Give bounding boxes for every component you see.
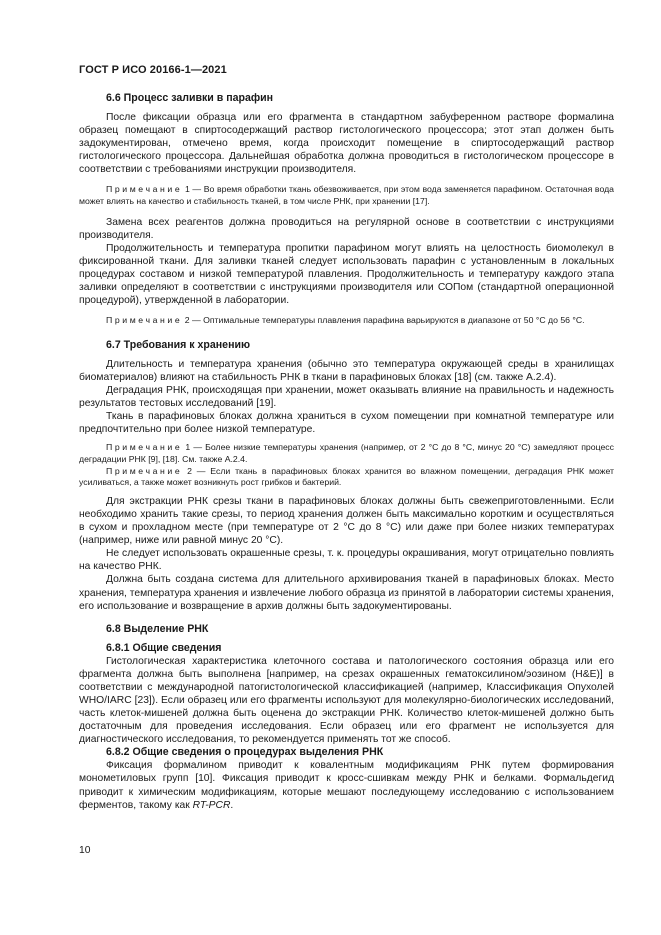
- paragraph: Длительность и температура хранения (обычно это температура окружающей среды в хранилищах биоматериалов) влияют на стабильность РНК в ткани в парафиновых блоках [18] (см. также А.2.4).: [79, 358, 614, 383]
- paragraph-text: Фиксация формалином приводит к ковалентным модификациям РНК путем формирования монометиловых групп [10]. Фиксация приводит к кросс-сшивкам между РНК и белками. Формальдегид приводит к химическим модификациям, которые мешают последующему исследованию с использованием ферментов, такому как: [79, 760, 614, 811]
- paragraph: [79, 759, 614, 811]
- note-label: Примечание: [106, 315, 183, 326]
- note-label: Примечание: [106, 184, 183, 195]
- document-header: ГОСТ Р ИСО 20166-1—2021: [79, 64, 227, 76]
- section-6-8-1-heading: 6.8.1 Общие сведения: [106, 641, 222, 654]
- paragraph: Замена всех реагентов должна проводиться на регулярной основе в соответствии с инструкциями производителя.: [79, 216, 614, 241]
- paragraph: После фиксации образца или его фрагмента в стандартном забуференном растворе формалина образец помещают в спиртосодержащий раствор гистологического процессора; этот этап должен быть задокументирован, отмечено время, когда происходит помещение в спиртосодержащий раствор гистологического процессора. Дальнейшая обработка должна проводиться в гистологическом процессоре в соответствии с требованиями инструкции производителя.: [79, 112, 614, 176]
- note-label: Примечание: [106, 442, 183, 453]
- section-6-7-heading: 6.7 Требования к хранению: [106, 338, 251, 351]
- note: [79, 442, 614, 465]
- page-content: [79, 92, 614, 812]
- paragraph-end: .: [230, 799, 234, 811]
- section-6-8-2-heading: 6.8.2 Общие сведения о процедурах выделения РНК: [106, 746, 384, 759]
- note-text: 1 — Более низкие температуры хранения (например, от 2 °С до 8 °С, минус 20 °С) замедляют процесс деградации РНК [9], [18]. См. также А.2.4.: [79, 442, 614, 465]
- paragraph: Для экстракции РНК срезы ткани в парафиновых блоках должны быть свежеприготовленными. Если необходимо хранить такие срезы, то период хранения должен быть максимально коротким и осуществляться в сухом и прохладном месте (при температуре от 2 °С до 8 °С) или даже при более низких температурах (например, ниже или равной минус 20 °С).: [79, 495, 614, 547]
- italic-term: RT-PCR: [192, 799, 231, 811]
- paragraph: Должна быть создана система для длительного архивирования тканей в парафиновых блоках. Место хранения, температура хранения и извлечение любого образца из принятой в лаборатории системы хранения, его использование и возвращение в архив должны быть задокументированы.: [79, 574, 614, 612]
- paragraph: Не следует использовать окрашенные срезы, т. к. процедуры окрашивания, могут отрицательно повлиять на качество РНК.: [79, 548, 614, 573]
- section-6-8-heading: 6.8 Выделение РНК: [106, 622, 209, 635]
- note-text: 2 — Оптимальные температуры плавления парафина варьируются в диапазоне от 50 °С до 56 °С.: [184, 315, 585, 326]
- page-number: 10: [79, 845, 91, 856]
- paragraph: Гистологическая характеристика клеточного состава и патологического состояния образца или его фрагмента должна быть выполнена [например, на срезах окрашенных гематоксилином/эозином (Н&Е)] в соответствии с международной патогистологической классификацией (например, Классификация Опухолей WHO/IARC [23]). Если образец или его фрагменты используют для молекулярно-биологических исследований, часть клеток-мишеней должна быть оценена до экстракции РНК. Количество клеток-мишеней должно быть достаточным для проведения исследования. Если образец или его фрагмент не используется для диагностического исследования, то рекомендуется применять тот же способ.: [79, 655, 614, 746]
- note-text: 2 — Если ткань в парафиновых блоках хранится во влажном помещении, деградация РНК может усиливаться, а также может возникнуть рост грибков и бактерий.: [79, 465, 614, 488]
- note: [79, 466, 614, 489]
- note: [79, 315, 614, 327]
- note-text: 1 — Во время обработки ткань обезвоживается, при этом вода заменяется парафином. Остаточная вода может влиять на качество и стабильность тканей, в том числе РНК, при хранении [17].: [79, 184, 614, 207]
- section-6-6-heading: 6.6 Процесс заливки в парафин: [106, 92, 274, 104]
- paragraph: Деградация РНК, происходящая при хранении, может оказывать влияние на правильность и надежность результатов тестовых исследований [19].: [79, 385, 614, 410]
- paragraph: Продолжительность и температура пропитки парафином могут влиять на целостность биомолекул в фиксированной ткани. Для заливки тканей следует использовать парафин с установленным в локальных процедурах составом и низкой температурой плавления. Продолжительность и температуру каждого этапа заливки определяют в соответствии с инструкциями производителя или СОПом (стандартной операционной процедурой), утвержденной в лаборатории.: [79, 242, 614, 307]
- paragraph: Ткань в парафиновых блоках должна храниться в сухом помещении при комнатной температуре или предпочтительно при более низкой температуре.: [79, 411, 614, 436]
- note-label: Примечание: [106, 465, 183, 476]
- note: [79, 184, 614, 207]
